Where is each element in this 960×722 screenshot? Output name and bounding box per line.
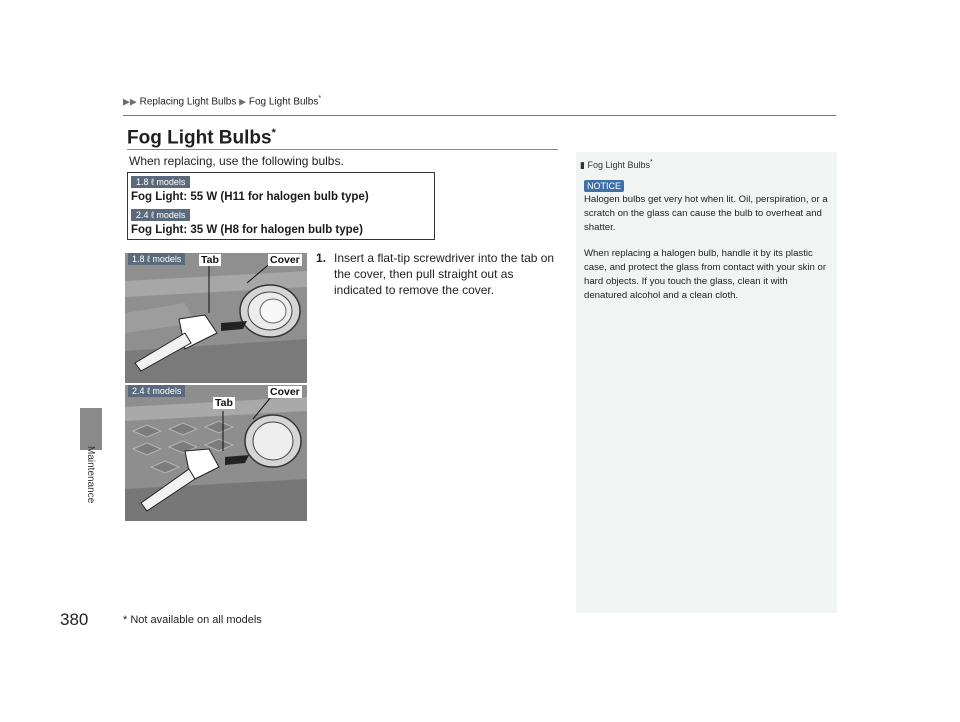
- model-badge: 2.4 ℓ models: [128, 385, 185, 397]
- header-rule: [123, 115, 836, 116]
- cover-callout: Cover: [270, 254, 300, 266]
- step-text: Insert a flat-tip screwdriver into the tab on the cover, then pull straight out as indicated to remove the cover.: [334, 251, 555, 297]
- asterisk-mark: *: [318, 95, 322, 102]
- tab-callout: Tab: [201, 254, 219, 266]
- asterisk-mark: *: [271, 127, 276, 139]
- page-title: [127, 127, 276, 149]
- breadcrumb-parent[interactable]: Replacing Light Bulbs: [139, 96, 237, 108]
- breadcrumb-current: Fog Light Bulbs: [248, 96, 319, 108]
- note-heading[interactable]: [580, 159, 653, 171]
- bulb-spec: Fog Light: 35 W (H8 for halogen bulb type): [131, 224, 363, 236]
- intro-text: When replacing, use the following bulbs.: [129, 154, 344, 168]
- asterisk-mark: *: [650, 159, 653, 166]
- section-tab-marker: [80, 408, 102, 450]
- footnote: * Not available on all models: [123, 614, 262, 626]
- notice-badge: NOTICE: [584, 180, 624, 192]
- step-number: 1.: [316, 251, 327, 265]
- title-text: Fog Light Bulbs: [127, 127, 272, 149]
- cover-callout: Cover: [270, 386, 300, 398]
- note-link-icon: ▮: [580, 160, 585, 170]
- model-badge: 2.4 ℓ models: [131, 209, 190, 221]
- breadcrumb: [123, 95, 321, 107]
- arrow-icon: ▶: [239, 96, 247, 107]
- tab-callout: Tab: [215, 397, 233, 409]
- page-number: 380: [60, 610, 89, 629]
- fog-light-illustration: [125, 253, 307, 383]
- note-paragraph: Halogen bulbs get very hot when lit. Oil, perspiration, or a scratch on the glass can cause the bulb to overheat and shatter.: [584, 194, 828, 233]
- bulb-spec: Fog Light: 55 W (H11 for halogen bulb type): [131, 191, 369, 203]
- arrow-icon: ▶▶: [123, 96, 137, 107]
- fog-light-illustration: [125, 385, 307, 521]
- note-paragraph: When replacing a halogen bulb, handle it by its plastic case, and protect the glass from contact with your skin or hard objects. If you touch the glass, clean it with denatured alcohol and a clean cloth.: [584, 248, 827, 301]
- note-body: [584, 193, 832, 316]
- model-badge: 1.8 ℓ models: [128, 253, 185, 265]
- model-badge: 1.8 ℓ models: [131, 176, 190, 188]
- title-rule: [127, 149, 558, 150]
- step-instruction: [316, 250, 562, 298]
- section-label: Maintenance: [85, 446, 96, 504]
- note-heading-text: Fog Light Bulbs: [587, 160, 651, 170]
- fog-light-drawing: [125, 253, 307, 383]
